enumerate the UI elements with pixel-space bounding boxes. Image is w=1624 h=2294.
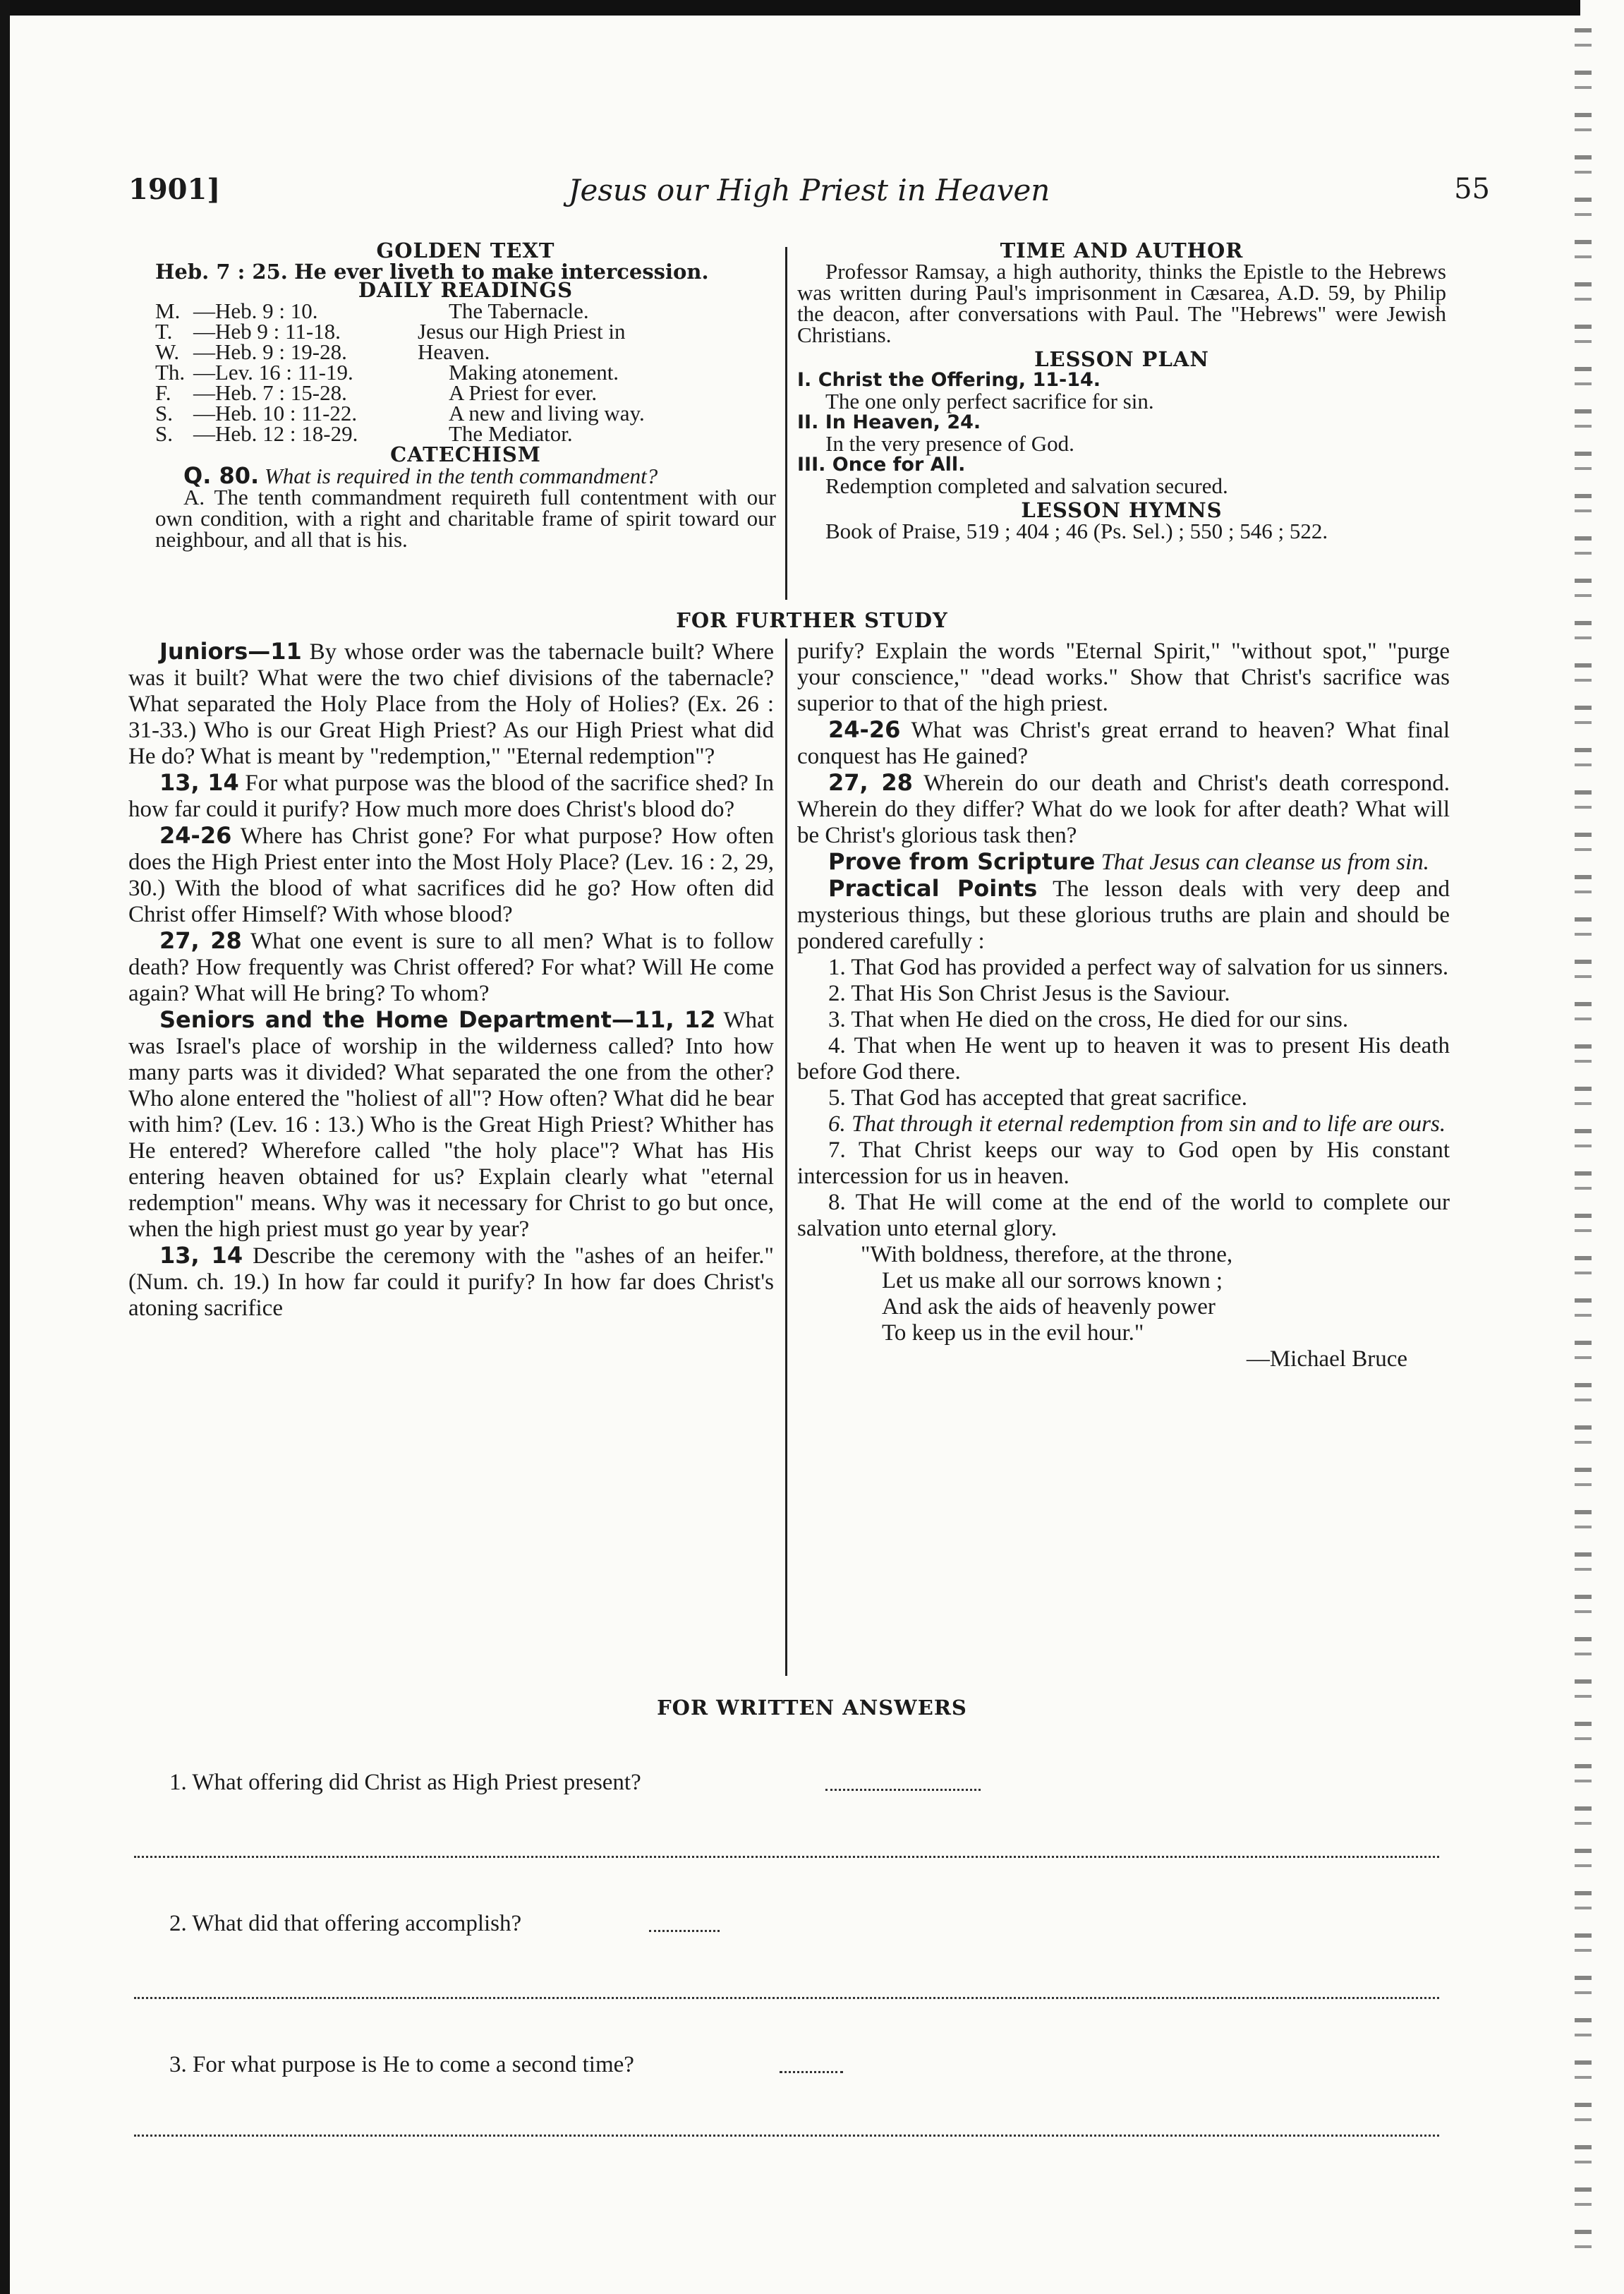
- practical-point: 2. That His Son Christ Jesus is the Saviour.: [828, 981, 1230, 1006]
- written-question-2: 2. What did that offering accomplish?: [169, 1911, 522, 1936]
- study-lead: 13, 14: [159, 1242, 243, 1269]
- upper-left-block: [155, 240, 776, 550]
- study-lead: 27, 28: [828, 769, 913, 796]
- catechism-question-text: What is required in the tenth commandment?: [264, 464, 658, 488]
- reading-ref: —Heb. 9 : 10.: [193, 298, 318, 323]
- reading-title: Jesus our High Priest in: [418, 319, 626, 344]
- written-question-1: 1. What offering did Christ as High Priest present?: [169, 1770, 641, 1795]
- poem-line: And ask the aids of heavenly power: [882, 1294, 1216, 1320]
- practical-point: 1. That God has provided a perfect way of salvation for us sinners.: [828, 955, 1449, 980]
- reading-ref: —Lev. 16 : 11-19.: [193, 360, 353, 385]
- study-lead: 24-26: [159, 822, 232, 849]
- lesson-hymns-heading: LESSON HYMNS: [1021, 498, 1223, 522]
- reading-row: [155, 382, 650, 403]
- practical-points: [797, 876, 1450, 955]
- poem-author: —Michael Bruce: [1246, 1346, 1407, 1372]
- practical-lead: Practical Points: [828, 875, 1038, 902]
- lesson-plan-item-text: In the very presence of God.: [825, 431, 1074, 456]
- practical-point: 5. That God has accepted that great sacrifice.: [828, 1085, 1248, 1111]
- reading-row: [155, 403, 650, 423]
- practical-point: 8. That He will come at the end of the world to complete our salvation unto eternal glory.: [797, 1190, 1450, 1241]
- study-text: Where has Christ gone? For what purpose? How often does the High Priest enter into the Most Holy Place? (Lev. 16 : 2, 29, 30.) With the blood of what sacrifices did he go? How often did Christ offer Himself? With whose blood?: [128, 823, 774, 927]
- reading-row: [155, 301, 650, 321]
- reading-title: The Mediator.: [449, 421, 573, 446]
- golden-text-heading: GOLDEN TEXT: [376, 239, 555, 262]
- answer-line-2a: [649, 1930, 720, 1932]
- study-paragraph: [128, 770, 774, 823]
- running-header: [128, 173, 1490, 215]
- answer-line-1b[interactable]: [134, 1856, 1439, 1858]
- practical-points-list: [797, 955, 1450, 1242]
- practical-point: 7. That Christ keeps our way to God open by His constant intercession for us in heaven.: [797, 1137, 1450, 1189]
- reading-title: A Priest for ever.: [449, 380, 598, 405]
- study-paragraph: [128, 928, 774, 1007]
- further-study-heading: FOR FURTHER STUDY: [676, 608, 948, 632]
- upper-column-rule: [785, 247, 787, 600]
- further-study-right-column: [797, 639, 1450, 1372]
- reading-row: [155, 362, 650, 382]
- reading-day: Th.: [155, 360, 186, 385]
- prove-text: That Jesus can cleanse us from sin.: [1101, 850, 1429, 875]
- practical-point: 3. That when He died on the cross, He died for our sins.: [828, 1007, 1349, 1032]
- lower-column-rule: [785, 639, 787, 1676]
- reading-ref: —Heb. 12 : 18-29.: [193, 421, 358, 446]
- time-author-heading: TIME AND AUTHOR: [1000, 239, 1244, 262]
- study-lead: Seniors and the Home Department—11, 12: [159, 1006, 716, 1033]
- lesson-plan-item-label: II. In Heaven, 24.: [797, 411, 981, 433]
- study-paragraph: [797, 717, 1450, 770]
- study-text: For what purpose was the blood of the sacrifice shed? In how far could it purify? How much more does Christ's blood do?: [128, 771, 775, 822]
- poem-line: "With boldness, therefore, at the throne,: [861, 1242, 1233, 1267]
- lesson-plan-item-text: Redemption completed and salvation secured.: [825, 473, 1228, 498]
- reading-day: T.: [155, 319, 173, 344]
- written-question-3: 3. For what purpose is He to come a second time?: [169, 2052, 634, 2077]
- study-lead: 24-26: [828, 716, 901, 743]
- poem-line: Let us make all our sorrows known ;: [882, 1268, 1223, 1293]
- study-paragraph: [128, 639, 774, 770]
- reading-ref: —Heb 9 : 11-18.: [193, 319, 341, 344]
- reading-row: [155, 423, 650, 444]
- lesson-plan-item-text: The one only perfect sacrifice for sin.: [825, 389, 1154, 413]
- study-text: What one event is sure to all men? What is to follow death? How frequently was Christ offered? For what? Will He come again? What will He bring? To whom?: [128, 929, 774, 1006]
- reading-day: S.: [155, 421, 173, 446]
- reading-ref: —Heb. 7 : 15-28.: [193, 380, 347, 405]
- written-answers-heading: FOR WRITTEN ANSWERS: [657, 1696, 967, 1720]
- reading-ref: —Heb. 9 : 19-28.: [193, 339, 347, 364]
- study-text: Wherein do our death and Christ's death correspond. Wherein do they differ? What do we look for after death? What will be Christ's glorious task then?: [797, 771, 1450, 848]
- lesson-plan-item-label: I. Christ the Offering, 11-14.: [797, 369, 1101, 391]
- lesson-plan-heading: LESSON PLAN: [1034, 347, 1209, 371]
- golden-text-body: He ever liveth to make intercession.: [294, 260, 709, 284]
- reading-title: The Tabernacle.: [449, 298, 589, 323]
- reading-day: F.: [155, 380, 171, 405]
- lesson-plan-list: [797, 370, 1446, 497]
- header-year: 1901]: [128, 173, 221, 206]
- reading-row: [155, 321, 650, 342]
- reading-day: W.: [155, 339, 180, 364]
- study-text: Describe the ceremony with the "ashes of an heifer." (Num. ch. 19.) In how far could it purify? In how far does Christ's atoning sacrifice: [128, 1243, 774, 1321]
- catechism-answer: A. The tenth commandment requireth full contentment with our own condition, with a right and charitable frame of spirit toward our neighbour, and all that is his.: [155, 485, 776, 552]
- practical-intro: The lesson deals with very deep and mysterious things, but these glorious truths are plain and should be pondered carefully :: [797, 876, 1450, 954]
- reading-title: Heaven.: [418, 339, 490, 364]
- catechism-q-label: Q. 80.: [183, 462, 260, 489]
- catechism-heading: CATECHISM: [390, 442, 541, 466]
- study-lead: Juniors—11: [159, 638, 302, 665]
- practical-point: 4. That when He went up to heaven it was to present His death before God there.: [797, 1033, 1450, 1085]
- daily-readings-heading: DAILY READINGS: [358, 278, 574, 302]
- study-text: By whose order was the tabernacle built? Where was it built? What were the two chief divisions of the tabernacle? What separated the Holy Place from the Holy of Holies? (Ex. 26 : 31-33.) Who is our Great High Priest? As our High Priest what did He do? What is meant by "redemption," "Eternal redemption"?: [128, 639, 774, 769]
- answer-line-3b[interactable]: [134, 2135, 1439, 2137]
- study-paragraph: [797, 770, 1450, 849]
- study-text: What was Israel's place of worship in the wilderness called? Into how many parts was it divided? What separated the one from the other? Who alone entered the "holiest of all"? How often? What did he bear with him? (Lev. 16 : 13.) Who is the Great High Priest? Whither has He entered? Wherefore called "the holy place"? What has His entering heaven obtained for us? Explain clearly what "eternal redemption" means. Why was it necessary for Christ to go but once, when the high priest must go year by year?: [128, 1008, 774, 1242]
- further-study-left-column: [128, 639, 774, 1322]
- reading-title: A new and living way.: [449, 401, 645, 425]
- golden-text-reference: Heb. 7 : 25.: [155, 260, 288, 284]
- study-paragraph: [128, 1243, 774, 1322]
- lesson-hymns-text: Book of Praise, 519 ; 404 ; 46 (Ps. Sel.) ; 550 ; 546 ; 522.: [825, 519, 1328, 543]
- answer-line-3a: [780, 2071, 843, 2073]
- lesson-plan-item-label: III. Once for All.: [797, 454, 966, 476]
- catechism-question: [155, 462, 776, 489]
- study-text: purify? Explain the words "Eternal Spirit," "without spot," "purge your conscience," "dead works." Show that Christ's sacrifice was superior to that of the high priest.: [797, 639, 1450, 716]
- poem: [797, 1242, 1450, 1346]
- daily-readings-table: [155, 298, 650, 446]
- time-author-text: Professor Ramsay, a high authority, thinks the Epistle to the Hebrews was written during Paul's imprisonment in Cæsarea, A.D. 59, by Philip the deacon, after conversations with Paul. The "Hebrews" were Jewish Christians.: [797, 259, 1446, 347]
- study-paragraph: [128, 823, 774, 928]
- study-paragraph: [128, 1007, 774, 1243]
- reading-day: M.: [155, 298, 181, 323]
- answer-line-2b[interactable]: [134, 1997, 1439, 1999]
- prove-from-scripture: [797, 849, 1450, 876]
- reading-title: Making atonement.: [449, 360, 619, 385]
- study-text: What was Christ's great errand to heaven? What final conquest has He gained?: [797, 718, 1450, 769]
- page-number: 55: [1454, 173, 1490, 205]
- study-lead: 13, 14: [159, 769, 239, 796]
- poem-line: To keep us in the evil hour.": [882, 1320, 1144, 1346]
- upper-right-block: [797, 240, 1446, 542]
- reading-ref: —Heb. 10 : 11-22.: [193, 401, 358, 425]
- answer-line-1a: [825, 1789, 981, 1791]
- practical-point: 6. That through it eternal redemption from sin and to life are ours.: [828, 1111, 1446, 1137]
- study-lead: 27, 28: [159, 927, 242, 954]
- reading-row: [155, 342, 650, 362]
- header-title: Jesus our High Priest in Heaven: [568, 173, 1050, 207]
- reading-day: S.: [155, 401, 173, 425]
- prove-lead: Prove from Scripture: [828, 848, 1096, 875]
- study-paragraph: [797, 639, 1450, 717]
